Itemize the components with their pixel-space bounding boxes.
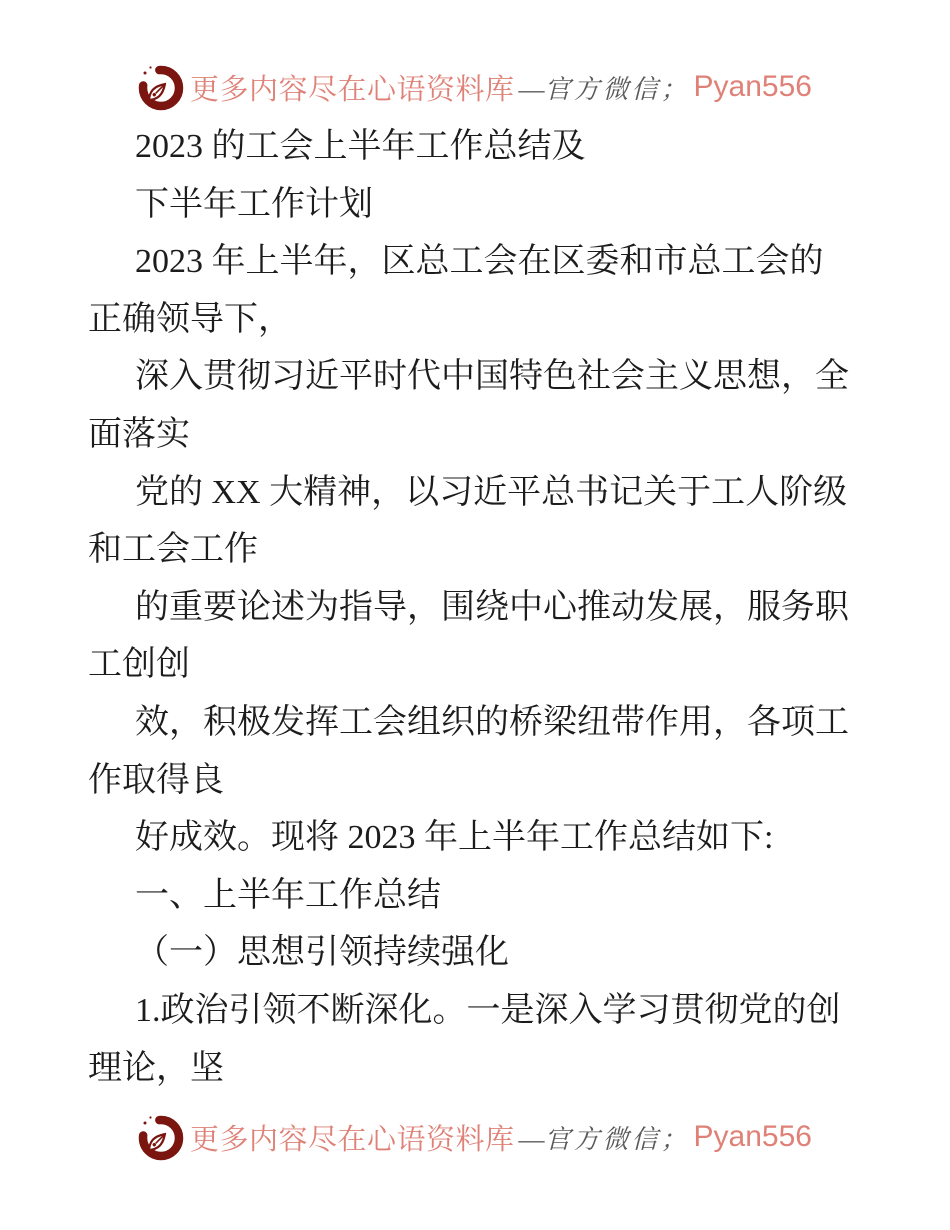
watermark-wechat-label	[519, 69, 690, 106]
header-watermark	[0, 58, 950, 116]
watermark-brand-text: 更多内容尽在心语资料库	[190, 73, 515, 106]
watermark-wechat-id: Pyan556	[693, 70, 812, 103]
watermark-wechat-id: Pyan556	[693, 1120, 812, 1153]
document-line: 正确领导下，	[88, 300, 292, 338]
document-line: 好成效。现将 2023 年上半年工作总结如下:	[135, 819, 774, 857]
footer-watermark	[0, 1108, 950, 1166]
document-line: 一、上半年工作总结	[135, 876, 441, 914]
document-line: 2023 的工会上半年工作总结及	[135, 128, 586, 165]
document-line: 理论，坚	[88, 1049, 224, 1087]
document-line: （一）思想引领持续强化	[135, 934, 509, 972]
watermark-wechat-label-text: 官方微信；	[544, 74, 690, 104]
document-line: 面落实	[88, 415, 190, 453]
document-line: 工创创	[88, 646, 190, 684]
watermark-brand-text: 更多内容尽在心语资料库	[190, 1123, 515, 1156]
document-body	[88, 118, 864, 1097]
document-line: 作取得良	[88, 761, 224, 799]
watermark-wechat-label-text: 官方微信；	[544, 1124, 690, 1154]
document-line: 的重要论述为指导，围绕中心推动发展，服务职	[135, 588, 849, 626]
document-line: 深入贯彻习近平时代中国特色社会主义思想，全	[135, 358, 849, 396]
document-line: 效，积极发挥工会组织的桥梁纽带作用，各项工	[135, 703, 849, 741]
pen-nib-swirl-icon	[138, 62, 184, 112]
document-line: 党的 XX 大精神，以习近平总书记关于工人阶级	[135, 473, 848, 511]
document-line: 和工会工作	[88, 531, 258, 569]
watermark-dash: —	[518, 1124, 545, 1154]
watermark-dash: —	[518, 74, 545, 104]
document-line: 1.政治引领不断深化。一是深入学习贯彻党的创	[135, 991, 841, 1029]
watermark-wechat-label	[519, 1119, 690, 1156]
document-line: 2023 年上半年，区总工会在区委和市总工会的	[135, 243, 824, 281]
pen-nib-swirl-icon	[138, 1112, 184, 1162]
document-line: 下半年工作计划	[135, 185, 373, 223]
